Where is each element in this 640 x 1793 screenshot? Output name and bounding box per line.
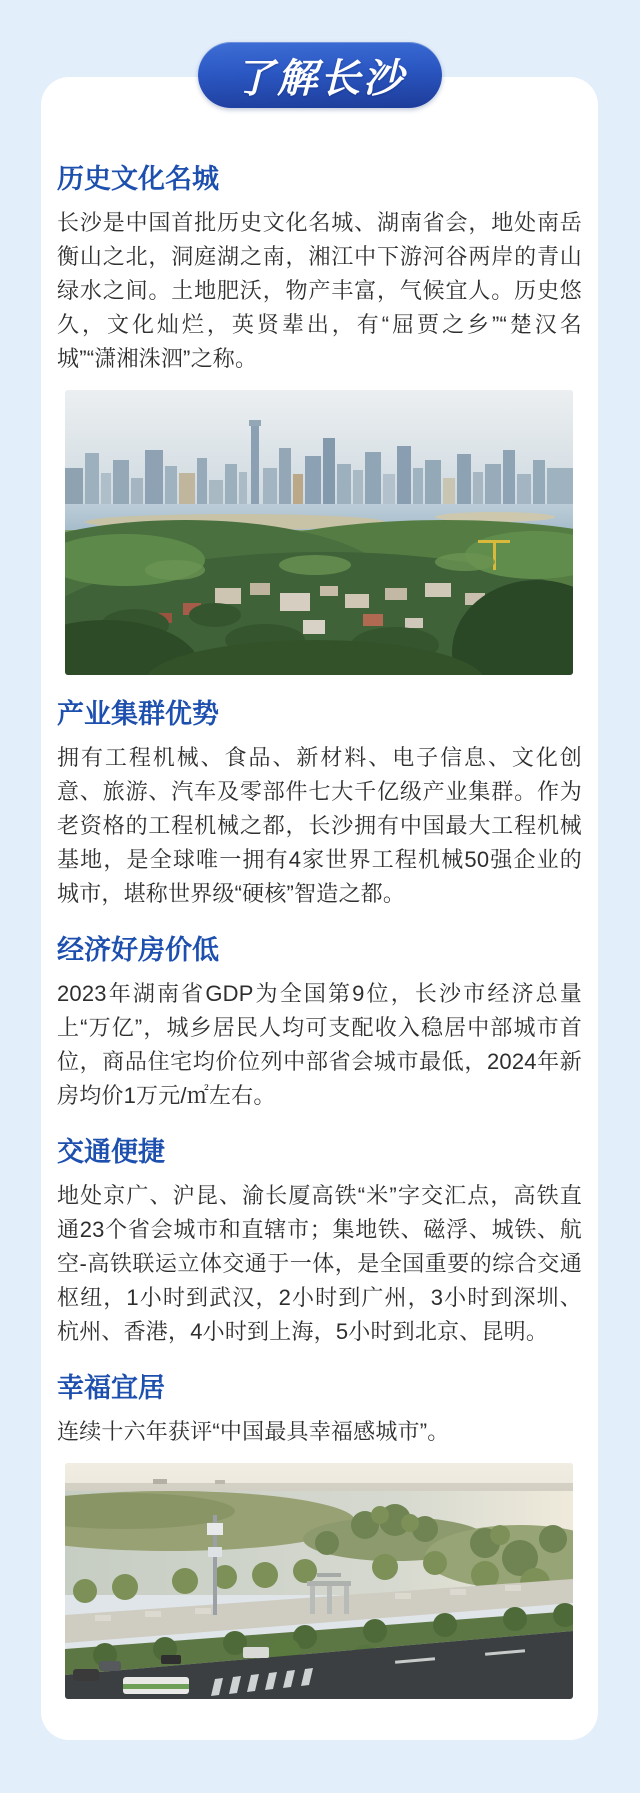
section-body-history: 长沙是中国首批历史文化名城、湖南省会，地处南岳衡山之北，洞庭湖之南，湘江中下游河谷两岸的青山绿水之间。土地肥沃，物产丰富，气候宜人。历史悠久，文化灿烂，英贤辈出，有“屈贾之乡”“楚汉名城”“潇湘洙泗”之称。 — [57, 210, 582, 371]
content-card — [41, 77, 598, 1740]
changsha-skyline-yuelu-photo[interactable] — [65, 390, 573, 675]
changsha-lake-road-photo[interactable] — [65, 1463, 573, 1699]
lake-waterfront-image — [65, 1463, 573, 1699]
section-heading-livability: 幸福宜居 — [57, 1373, 165, 1403]
section-body-industry: 拥有工程机械、食品、新材料、电子信息、文化创意、旅游、汽车及零部件七大千亿级产业集群。作为老资格的工程机械之都，长沙拥有中国最大工程机械基地，是全球唯一拥有4家世界工程机械50强企业的城市，堪称世界级“硬核”智造之都。 — [57, 745, 582, 906]
section-heading-transport: 交通便捷 — [57, 1137, 165, 1167]
city-skyline-image — [65, 390, 573, 675]
section-body-livability: 连续十六年获评“中国最具幸福感城市”。 — [57, 1419, 450, 1444]
title-badge — [198, 42, 442, 108]
section-heading-industry: 产业集群优势 — [57, 699, 219, 729]
section-heading-economy: 经济好房价低 — [57, 935, 219, 965]
section-heading-history: 历史文化名城 — [57, 164, 219, 194]
section-body-economy: 2023年湖南省GDP为全国第9位，长沙市经济总量上“万亿”，城乡居民人均可支配收入稳居中部城市首位，商品住宅均价位列中部省会城市最低，2024年新房均价1万元/㎡左右。 — [57, 981, 582, 1108]
section-body-transport: 地处京广、沪昆、渝长厦高铁“米”字交汇点，高铁直通23个省会城市和直辖市；集地铁、磁浮、城铁、航空-高铁联运立体交通于一体，是全国重要的综合交通枢纽，1小时到武汉，2小时到广州，3小时到深圳、杭州、香港，4小时到上海，5小时到北京、昆明。 — [57, 1183, 582, 1344]
title-badge-label: 了解长沙 — [234, 56, 406, 101]
